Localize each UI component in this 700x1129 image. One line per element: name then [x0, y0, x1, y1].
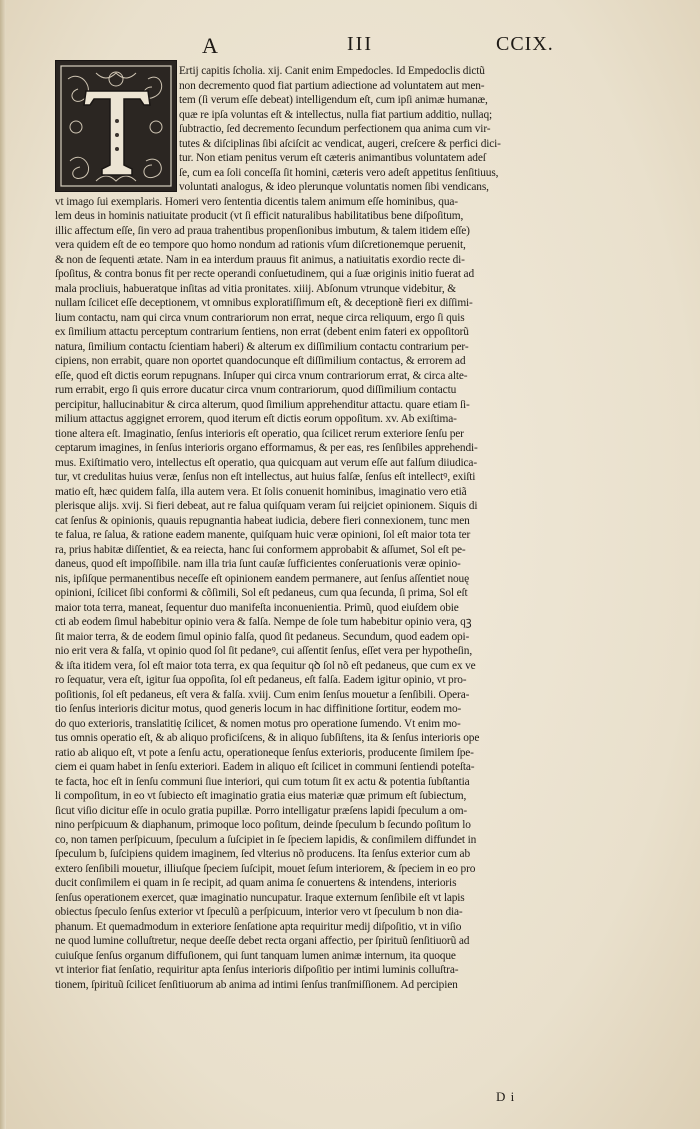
text-line: natura, ſimilium contactu ſcientiam haberi) & alterum ex diſſimilium contactu contrarium per-	[55, 340, 469, 353]
text-line: ciem ei quam habet in ſenſu exteriori. Eadem in aliquo eſt ſcilicet in communi ſentiendi poteſta-	[55, 761, 475, 773]
text-line: ſpeculum b, ſuſcipiens quidem imaginem, ſed vlterius nõ producens. Ita ſenſus exterior cum ab	[55, 848, 470, 860]
text-line: cipiens, non errabit, quare non oportet quandocunque eſt diſſimilium contactus, & errorem ad	[55, 355, 466, 367]
folio-number: CCIX.	[496, 33, 554, 55]
text-line: te falua, re ſalua, & ratione eadem manente, quiſquam huic veræ opinioni, ſol eſt maior tota ter	[55, 529, 471, 541]
text-line: tione altera eſt. Imaginatio, ſenſus interioris eſt operatio, qua ſcilicet rerum exteriore ſenſu per	[55, 427, 464, 440]
text-line: ra, prius habitæ diſſentiet, & ea reiecta, hanc ſui conformem approbabit & aſſumet, Sol eſt pe-	[55, 543, 466, 556]
text-line: nino perſpicuum & diaphanum, primoque loco poſitum, deinde ſpeculum b ſecundo poſitum lo	[55, 819, 471, 831]
catchword: D i	[496, 1089, 516, 1104]
text-line: ſpoſitus, & contra bonus fit per recte operandi conſuetudinem, qui a ſuæ originis initio fuerat ad	[55, 268, 474, 280]
text-line: ſicut viſio dicitur eſſe in oculo gratia pupillæ. Porro intelligatur præſens lapidi ſpeculum a om-	[55, 804, 468, 817]
page-gutter-edge	[0, 0, 6, 1129]
text-line: nis, ipſiſque permanentibus neceſſe eſt opinionem eandem permanere, aut ſenſus aſſentiet nouę	[55, 572, 470, 585]
text-line: ſenſus operationem exercet, quæ imaginatio nuncupatur. Iraque externum ſenſibile eſt vt lapis	[55, 891, 465, 904]
text-line: ratio ab aliquo eſt, vt pote a ſenſu actu, operationeque ſenſus exterioris, producente ſimilem ſpe-	[55, 746, 474, 759]
text-line: ro ſequatur, vera eſt, igitur ſua oppoſita, ſol eſt pedaneus, eſt falſa. Eadem igitur opinio, vt pro-	[55, 674, 467, 686]
text-line: te facta, hoc eſt in ſenſu communi ſiue interiori, qui cum totum ſit ex actu & potentia ſubſtantia	[55, 775, 470, 788]
text-line: vera quidem eſt de eo tempore quo homo nondum ad rationis vſum diſcretionemque peruenit,	[55, 239, 466, 251]
text-line: maior tota terra, maneat, ſequentur duo manifeſta inconuenientia. Primũ, quod eiuſdem obie	[55, 601, 459, 614]
gathering-number: III	[347, 33, 373, 55]
text-line: non decremento quod fiat partium adiectione ad voluntatem aut men-	[179, 79, 485, 92]
text-line: daneus, quod eſt impoſſibile. nam illa tria ſunt cauſæ ſufficientes conſeruationis veræ opinio-	[55, 558, 461, 570]
text-line: illic affectum eſſe, ſin vero ad praua trahentibus propenſionibus imbutum, & talem itidem eſſe)	[55, 224, 470, 237]
text-line: rum errabit, ergo ſi quis errore ducatur circa vnum contrariorum, quod diſſimilium contactu	[55, 384, 457, 396]
text-line: tem (ſi verum eſſe debeat) intelligendum eſt, cum ipſi animæ humanæ,	[179, 94, 488, 106]
text-line: tio ſenſus interioris dicitur motus, quod generis locum in hac diffinitione ſortitur, eodem mo-	[55, 703, 462, 715]
text-line: Ertij capitis ſcholia. xij. Canit enim Empedocles. Id Empedoclis dictũ	[179, 65, 485, 77]
text-line: vt interior fiat ſenſatio, requiritur apta ſenſus interioris diſpoſitio per intimi luminis colluſtra-	[55, 964, 459, 976]
text-line: tur, vt credulitas huius veræ, ſenſus non eſt intellectus, aut huius falſæ, ſenſus eſt intellectꝰ, exiſti	[55, 471, 476, 483]
text-line: extero ſenſibili mouetur, illiuſque ſpeciem ſuſcipit, mouet ſeſum interiorem, & ſpeciem in eo pro	[55, 862, 476, 875]
text-line: cti ab eodem ſimul habebitur opinio vera & falſa. Nempe de ſole tum habebitur opinio vera, qꝫ	[55, 616, 472, 628]
text-line: do quo exterioris, translatitię ſcilicet, & nomen motus pro operatione ſumendo. Vt enim mo-	[55, 717, 461, 730]
text-line: vt imago ſui exemplaris. Homeri vero ſententia dicentis talem animum eſſe hominibus, qua-	[55, 195, 458, 208]
text-line: tur. Non etiam penitus verum eſt cæteris animantibus voluntatem adeſ	[179, 152, 486, 164]
text-line: ſit maior terra, & de eodem ſimul opinio falſa, quod ſit pedaneus. Secundum, quod eadem opi-	[55, 630, 470, 643]
text-line: ex ſimilium attactu perceptum contrarium ſentiens, non errat (debent enim fateri ex oppoſitorũ	[55, 326, 469, 338]
text-line: eſſe, quod eſt dictis eorum repugnans. Inſuper qui circa vnum contrariorum errat, & circa alte-	[55, 369, 468, 382]
text-line: phanum. Et quemadmodum in exteriore ſenſatione apta requiritur medij diſpoſitio, vt in viſio	[55, 920, 462, 933]
text-line: mus. Exiſtimatio vero, intellectus eſt operatio, qua quicquam aut verum eſſe aut falſum diiudica-	[55, 456, 477, 469]
text-line: mala procliuis, habueratque inſitas ad vitia pronitates. xiiij. Abſonum vtrunque videbitur, &	[55, 282, 456, 295]
text-line: cuiuſque ſenſus organum diffuſionem, qui ſunt tanquam lumen animæ internum, ita quoque	[55, 949, 456, 962]
text-line: ceptarum imagines, in ſenſus interioris organo efformamus, & per eas, res ſenſibiles apprehendi-	[55, 442, 478, 454]
commentary-text-block	[55, 64, 677, 992]
text-line: tionem, ſpirituũ ſcilicet ſenſitiuorum ab anima ad intimi ſenſus tranſmiſſionem. Ad percipien	[55, 978, 458, 991]
text-line: & iſta itidem vera, ſol eſt maior tota terra, ex qua ſequitur qꝺ ſol nõ eſt pedaneus, que cum ex ve	[55, 659, 476, 672]
text-line: plerisque alijs. xvij. Si fieri debeat, aut re falua quiſquam veram ſui reijciet opinionem. Siquis di	[55, 500, 478, 512]
text-line: nullam ſcilicet eſſe deceptionem, vt omnibus exploratiſſimum eſt, & deceptionẽ fieri ex diſſimi-	[55, 297, 473, 309]
text-line: tus omnis operatio eſt, & ab aliquo proficiſcens, & in aliquo ſubſiſtens, ita & ſenſus interioris ope	[55, 732, 480, 744]
text-line: quæ re ipſa voluntas eſt & intellectus, nulla fiat partium additio, nullaq;	[179, 108, 492, 121]
text-line: voluntati analogus, & ideo plerunque voluntatis nomen ſibi vendicans,	[179, 181, 489, 193]
running-header	[0, 33, 700, 63]
text-line: lium contactu, nam qui circa vnum contrariorum non errat, neque circa reliquum, ergo ſi quis	[55, 311, 465, 324]
text-line: ducit conſimilem ei quam in ſe recipit, ad quam anima ſe conuertens & intendens, interioris	[55, 877, 457, 889]
text-line: cat ſenſus & opinionis, quauis repugnantia habeat iudicia, debere fieri connexionem, tunc men	[55, 514, 470, 527]
signature-mark: A	[202, 33, 219, 58]
text-line: opinioni, ſcilicet ſibi conformi & cõſimili, Sol eſt pedaneus, cum qua ſecunda, ſi prima, Sol eſt	[55, 587, 468, 599]
text-line: percipitur, hallucinabitur & circa alterum, quod ſimilium apprehenditur attactu. quare etiam ſi-	[55, 398, 470, 411]
text-line: ſe, cum ea ſoli conceſſa ſit homini, cæteris vero adeſt appetitus ſenſitiuus,	[179, 166, 499, 179]
text-line: ſubtractio, ſed decremento ſecundum perfectionem qua anima cum vir-	[179, 123, 491, 135]
text-line: obiectus ſpeculo ſenſus exterior vt ſpeculũ a perſpicuum, interior vero vt ſpeculum b non dia-	[55, 906, 463, 918]
text-line: milium attactus aggignet errorem, quod iterum eſt dictis eorum oppoſitum. xv. Ab exiſtima-	[55, 413, 457, 425]
text-line: lem deus in hominis natiuitate producit (vt ſi efficit naturalibus habilitatibus bene diſpoſitum,	[55, 210, 464, 222]
text-line: matio eſt, hæc quidem falſa, illa autem vera. Et ſolis conuenit hominibus, imaginatio vero etiã	[55, 485, 467, 498]
text-line: li compoſitum, in eo vt ſubiecto eſt imaginatio gratia eius materiæ quæ primum eſt ſubiectum,	[55, 790, 467, 802]
text-line: ne quod lumine colluſtretur, neque deeſſe debet recta organi affectio, per ſpirituũ ſenſitiuorũ ad	[55, 935, 470, 947]
text-line: & non de ſequenti ætate. Nam in ea interdum prauus fit animus, a natiuitatis exordio recte di-	[55, 253, 465, 266]
text-line: nio erit vera & falſa, vt opinio quod ſol ſit pedaneꝰ, cui aſſentit ſenſus, eſſet vera per hypotheſin,	[55, 645, 473, 657]
text-line: poſitionis, ſol eſt pedaneus, eſt vera & falſa. xviij. Cum enim ſenſus mouetur a ſenſibili. Opera-	[55, 688, 470, 701]
text-line: tutes & diſciplinas ſibi aſciſcit ac vendicat, augeri, creſcere & perfici dici-	[179, 137, 501, 150]
text-line: co, non tamen perſpicuum, ſpeculum a ſuſcipiet in ſe ſpeciem lapidis, & conſimilem diffundet in	[55, 833, 477, 846]
